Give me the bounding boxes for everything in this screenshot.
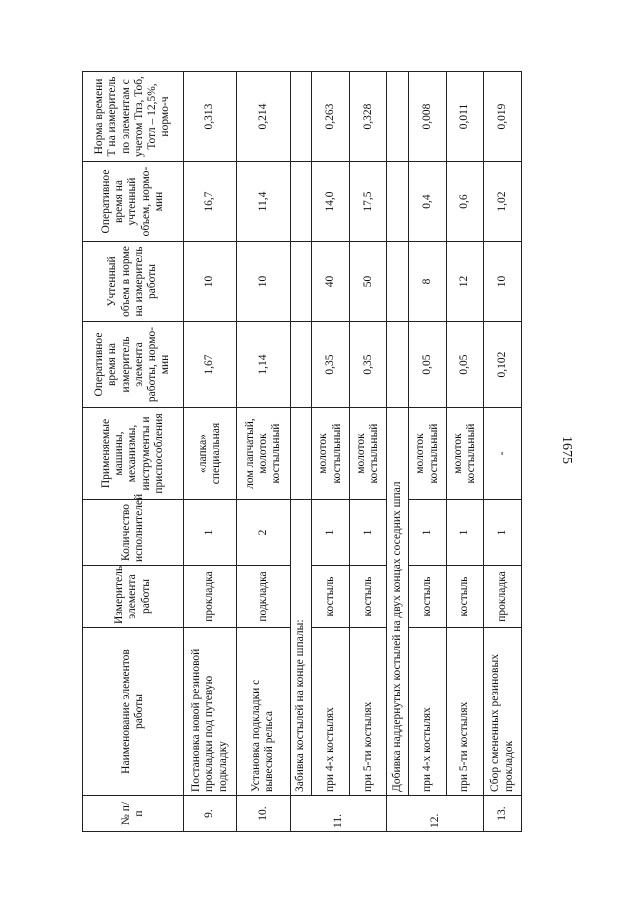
header-num: № п/п bbox=[83, 796, 184, 832]
table-row bbox=[237, 72, 290, 832]
header-op-time-vol: Оперативное время на учтенный объем, нормо-мин bbox=[83, 162, 184, 242]
group-title-row bbox=[387, 72, 409, 832]
group-title-row bbox=[290, 72, 312, 832]
cell-volume: 50 bbox=[349, 242, 387, 322]
page-number: 1675 bbox=[559, 436, 574, 464]
cell-volume: 10 bbox=[484, 242, 522, 322]
group-title: Забивка костылей на конце шпалы: bbox=[290, 500, 312, 796]
group-title: Добивка наддернутых костылей на двух концах соседних шпал bbox=[387, 408, 409, 796]
header-tools: Применяемые машины, механизмы, инструменты и приспособления bbox=[83, 408, 184, 500]
table-wrapper bbox=[82, 72, 522, 832]
cell-tools: - bbox=[484, 408, 522, 500]
cell-volume: 10 bbox=[183, 242, 236, 322]
cell-name: при 4-х костылях bbox=[409, 628, 447, 796]
cell-workers: 1 bbox=[484, 500, 522, 566]
cell-op-time-vol: 14,0 bbox=[312, 162, 350, 242]
cell-tools: «лапка» специальная bbox=[183, 408, 236, 500]
cell-op-time-vol: 1,02 bbox=[484, 162, 522, 242]
cell-volume: 12 bbox=[446, 242, 484, 322]
cell-meter: прокладка bbox=[183, 566, 236, 628]
cell-op-time-vol: 11,4 bbox=[237, 162, 290, 242]
cell-name: при 5-ти костылях bbox=[446, 628, 484, 796]
cell-op-time: 1,67 bbox=[183, 322, 236, 408]
cell-norm: 0,263 bbox=[312, 72, 350, 162]
cell-norm: 0,008 bbox=[409, 72, 447, 162]
cell-tools: молоток костыльный bbox=[349, 408, 387, 500]
cell-norm: 0,328 bbox=[349, 72, 387, 162]
cell-name: Сбор смененных резиновых прокладок bbox=[484, 628, 522, 796]
table-row bbox=[312, 72, 350, 832]
cell-meter: прокладка bbox=[484, 566, 522, 628]
norms-table bbox=[82, 71, 522, 832]
cell-norm: 0,011 bbox=[446, 72, 484, 162]
cell-num: 11. bbox=[290, 796, 387, 832]
cell-volume: 40 bbox=[312, 242, 350, 322]
cell-op-time-vol: 0,4 bbox=[409, 162, 447, 242]
table-row bbox=[446, 72, 484, 832]
header-op-time: Оперативное время на измеритель элемента работы, нормо-мин bbox=[83, 322, 184, 408]
cell-name: при 5-ти костылях bbox=[349, 628, 387, 796]
cell-op-time: 0,102 bbox=[484, 322, 522, 408]
header-norm: Норма времени Т на измеритель по элементам с учетом Тпз, Тоб, Тотл – 12,5%, нормо-ч bbox=[83, 72, 184, 162]
cell-op-time: 0,35 bbox=[349, 322, 387, 408]
cell-op-time: 0,05 bbox=[409, 322, 447, 408]
cell-num: 9. bbox=[183, 796, 236, 832]
cell-workers: 1 bbox=[312, 500, 350, 566]
cell-norm: 0,019 bbox=[484, 72, 522, 162]
cell-op-time: 1,14 bbox=[237, 322, 290, 408]
header-volume: Учтенный объем в норме на измеритель работы bbox=[83, 242, 184, 322]
cell-meter: костыль bbox=[409, 566, 447, 628]
table-row bbox=[409, 72, 447, 832]
cell-op-time: 0,35 bbox=[312, 322, 350, 408]
cell-name: Постановка новой резиновой прокладки под путевую подкладку bbox=[183, 628, 236, 796]
cell-num: 12. bbox=[387, 796, 484, 832]
header-workers: Количество исполнителей bbox=[83, 500, 184, 566]
cell-meter: костыль bbox=[446, 566, 484, 628]
cell-norm: 0,214 bbox=[237, 72, 290, 162]
cell-tools: лом лапчатый, молоток костыльный bbox=[237, 408, 290, 500]
cell-tools: молоток костыльный bbox=[409, 408, 447, 500]
cell-op-time-vol: 17,5 bbox=[349, 162, 387, 242]
cell-name: Установка подкладки с вывеской рельса bbox=[237, 628, 290, 796]
cell-volume: 8 bbox=[409, 242, 447, 322]
table-row bbox=[349, 72, 387, 832]
cell-op-time-vol: 16,7 bbox=[183, 162, 236, 242]
table-row bbox=[484, 72, 522, 832]
cell-workers: 2 bbox=[237, 500, 290, 566]
cell-norm: 0,313 bbox=[183, 72, 236, 162]
header-name: Наименование элементов работы bbox=[83, 628, 184, 796]
table-row bbox=[183, 72, 236, 832]
cell-tools: молоток костыльный bbox=[312, 408, 350, 500]
cell-workers: 1 bbox=[446, 500, 484, 566]
cell-op-time: 0,05 bbox=[446, 322, 484, 408]
cell-meter: костыль bbox=[349, 566, 387, 628]
cell-meter: подкладка bbox=[237, 566, 290, 628]
cell-volume: 10 bbox=[237, 242, 290, 322]
header-row bbox=[83, 72, 184, 832]
header-meter: Измеритель элемента работы bbox=[83, 566, 184, 628]
cell-name: при 4-х костылях bbox=[312, 628, 350, 796]
cell-num: 10. bbox=[237, 796, 290, 832]
cell-meter: костыль bbox=[312, 566, 350, 628]
cell-op-time-vol: 0,6 bbox=[446, 162, 484, 242]
cell-workers: 1 bbox=[409, 500, 447, 566]
cell-tools: молоток костыльный bbox=[446, 408, 484, 500]
cell-workers: 1 bbox=[183, 500, 236, 566]
cell-workers: 1 bbox=[349, 500, 387, 566]
cell-num: 13. bbox=[484, 796, 522, 832]
